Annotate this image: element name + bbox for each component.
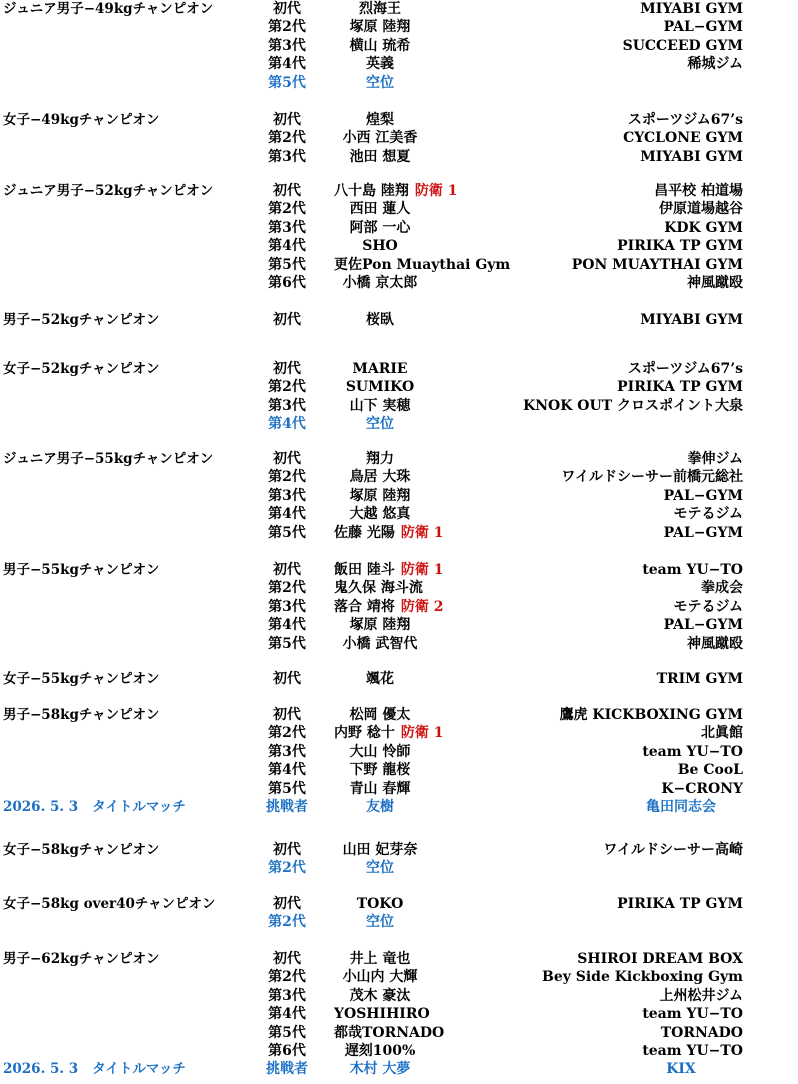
generation-label: 第6代 [268, 274, 306, 291]
fighter-name: 英義 [366, 56, 394, 73]
generation-label: 第2代 [268, 130, 306, 147]
fighter-name: 塚原 陸翔 [349, 487, 411, 504]
vacant-label: 空位 [366, 416, 394, 433]
champion-name [280, 743, 480, 761]
champion-name [280, 18, 480, 36]
champion-row [0, 487, 798, 505]
champion-row [0, 895, 798, 913]
division-title: ジュニア男子−49kgチャンピオン [3, 1, 214, 17]
generation-label: 第4代 [268, 617, 306, 634]
gym-name: team YU−TO [642, 743, 743, 760]
champion-row [0, 182, 798, 200]
fighter-name: 下野 龍桜 [349, 762, 411, 779]
fighter-name: 阿部 一心 [349, 219, 411, 236]
champion-name [280, 450, 480, 468]
title-match-row [0, 798, 798, 816]
champion-row [0, 148, 798, 166]
fighter-name: 西田 蓮人 [349, 201, 411, 218]
gym-name: モテるジム [673, 506, 743, 523]
generation-label: 第3代 [268, 148, 306, 165]
fighter-name: 井上 竜也 [349, 951, 411, 967]
champion-row [0, 311, 798, 329]
defense-count: 防衛 1 [400, 524, 444, 541]
generation-label: 第3代 [268, 487, 306, 504]
champion-name [280, 237, 480, 255]
champion-row [0, 0, 798, 18]
champion-name [280, 415, 480, 433]
champion-name [280, 200, 480, 218]
generation-label: 第2代 [268, 914, 306, 931]
fighter-name: 落合 靖将 [334, 598, 395, 615]
fighter-name: MARIE [352, 361, 408, 377]
division-title: 女子−58kg over40チャンピオン [3, 896, 216, 912]
generation-label: 第5代 [268, 1024, 306, 1041]
division-section [0, 950, 798, 1079]
division-title: 男子−52kgチャンピオン [3, 312, 160, 328]
champion-row [0, 968, 798, 986]
generation-label: 第2代 [268, 580, 306, 597]
gym-name: team YU−TO [642, 1042, 743, 1059]
division-title: ジュニア男子−52kgチャンピオン [3, 183, 214, 199]
challenger-gym: KIX [666, 1061, 696, 1078]
generation-label: 第2代 [268, 860, 306, 877]
fighter-name: 更佐Pon Muaythai Gym [334, 256, 511, 273]
challenger-label: 挑戦者 [266, 1061, 308, 1078]
generation-label: 初代 [273, 707, 301, 723]
generation-label: 初代 [273, 451, 301, 467]
fighter-name: 都哉TORNADO [334, 1024, 445, 1041]
match-label: タイトルマッチ [92, 798, 186, 815]
gym-name: 神風蹴殴 [687, 274, 743, 291]
gym-name: Bey Side Kickboxing Gym [542, 969, 743, 986]
division-section [0, 841, 798, 878]
fighter-name: 小橋 京太郎 [342, 274, 418, 291]
champion-name [280, 706, 480, 724]
fighter-name: 飯田 陸斗 [334, 562, 395, 578]
gym-name: PON MUAYTHAI GYM [571, 256, 743, 273]
title-match-row [0, 1060, 798, 1078]
match-heading [3, 1060, 186, 1078]
gym-name: スポーツジム67’s [627, 361, 743, 377]
champion-row [0, 706, 798, 724]
fighter-name: 茂木 豪汰 [349, 987, 411, 1004]
gym-name: SUCCEED GYM [622, 37, 743, 54]
fighter-name: 煌梨 [366, 112, 394, 128]
fighter-name: 山田 妃芽奈 [342, 842, 418, 858]
gym-name: 拳伸ジム [687, 451, 743, 467]
gym-name: 北眞館 [701, 725, 743, 742]
champion-name [280, 219, 480, 237]
generation-label: 第2代 [268, 201, 306, 218]
champion-name [280, 616, 480, 634]
generation-label: 初代 [273, 842, 301, 858]
champion-name [280, 378, 480, 396]
gym-name: ワイルドシーサー高崎 [603, 842, 743, 858]
gym-name: PAL−GYM [663, 524, 743, 541]
challenger-name: 木村 大夢 [349, 1061, 411, 1078]
gym-name: 神風蹴殴 [687, 635, 743, 652]
champion-row [0, 635, 798, 653]
champion-row [0, 1005, 798, 1023]
vacant-label: 空位 [366, 860, 394, 877]
defense-count: 防衛 1 [400, 562, 444, 578]
champion-name [334, 579, 534, 597]
fighter-name: 颯花 [366, 671, 394, 687]
gym-name: team YU−TO [642, 1006, 743, 1023]
fighter-name: 塚原 陸翔 [349, 617, 411, 634]
champion-row [0, 743, 798, 761]
champion-name [334, 182, 534, 200]
generation-label: 第6代 [268, 1042, 306, 1059]
champion-name [280, 111, 480, 129]
champion-name [280, 761, 480, 779]
division-title: ジュニア男子−55kgチャンピオン [3, 451, 214, 467]
division-title: 男子−58kgチャンピオン [3, 707, 160, 723]
champion-row [0, 468, 798, 486]
champion-name [280, 148, 480, 166]
champion-row [0, 450, 798, 468]
champion-row [0, 378, 798, 396]
generation-label: 第2代 [268, 19, 306, 36]
generation-label: 初代 [273, 312, 301, 328]
champion-row [0, 256, 798, 274]
generation-label: 第3代 [268, 743, 306, 760]
generation-label: 第2代 [268, 379, 306, 396]
champion-name [280, 913, 480, 931]
generation-label: 第3代 [268, 219, 306, 236]
gym-name: 鷹虎 KICKBOXING GYM [559, 707, 743, 723]
champion-row [0, 780, 798, 798]
champion-name [280, 505, 480, 523]
champion-row [0, 55, 798, 73]
division-title: 女子−49kgチャンピオン [3, 112, 160, 128]
division-title: 女子−55kgチャンピオン [3, 671, 160, 687]
match-label: タイトルマッチ [92, 1061, 186, 1078]
division-section [0, 561, 798, 653]
gym-name: ワイルドシーサー前橋元総社 [561, 469, 743, 486]
champion-row [0, 1042, 798, 1060]
challenger-name: 友樹 [366, 798, 394, 815]
division-section [0, 895, 798, 932]
generation-label: 第3代 [268, 37, 306, 54]
division-section [0, 182, 798, 292]
generation-label: 第4代 [268, 762, 306, 779]
generation-label: 初代 [273, 896, 301, 912]
division-section [0, 111, 798, 166]
gym-name: MIYABI GYM [640, 312, 743, 328]
champion-name [280, 987, 480, 1005]
generation-label: 第5代 [268, 780, 306, 797]
fighter-name: 池田 想夏 [349, 148, 411, 165]
champion-row [0, 74, 798, 92]
generation-label: 第4代 [268, 506, 306, 523]
champion-name [280, 360, 480, 378]
champion-row [0, 37, 798, 55]
gym-name: 昌平校 柏道場 [654, 183, 743, 199]
fighter-name: SHO [362, 238, 398, 255]
match-heading [3, 798, 186, 816]
fighter-name: 佐藤 光陽 [334, 524, 395, 541]
generation-label: 第4代 [268, 1006, 306, 1023]
gym-name: TORNADO [660, 1024, 743, 1041]
champion-row [0, 579, 798, 597]
champion-row [0, 274, 798, 292]
vacant-label: 空位 [366, 914, 394, 931]
champion-name [334, 256, 534, 274]
gym-name: 伊原道場越谷 [659, 201, 743, 218]
champion-name [280, 841, 480, 859]
gym-name: PAL−GYM [663, 617, 743, 634]
gym-name: Be CooL [677, 762, 743, 779]
generation-label: 第4代 [268, 56, 306, 73]
fighter-name: 鳥居 大珠 [349, 469, 411, 486]
champion-row [0, 219, 798, 237]
gym-name: TRIM GYM [656, 671, 743, 687]
fighter-name: 内野 稔十 [334, 725, 395, 742]
champion-row [0, 761, 798, 779]
division-title: 女子−52kgチャンピオン [3, 361, 160, 377]
defense-count: 防衛 2 [400, 598, 444, 615]
generation-label: 第3代 [268, 397, 306, 414]
defense-count: 防衛 1 [400, 725, 444, 742]
gym-name: K−CRONY [661, 780, 743, 797]
gym-name: PIRIKA TP GYM [617, 238, 743, 255]
defense-count: 防衛 1 [414, 183, 458, 199]
fighter-name: 遅刻100% [344, 1042, 416, 1059]
fighter-name: 松岡 優太 [349, 707, 411, 723]
champion-name [334, 1024, 534, 1042]
champion-name [280, 635, 480, 653]
champion-name [280, 274, 480, 292]
champion-row [0, 950, 798, 968]
champion-name [334, 1005, 534, 1023]
fighter-name: TOKO [356, 896, 404, 912]
champion-name [280, 487, 480, 505]
fighter-name: 青山 春輝 [349, 780, 411, 797]
champion-row [0, 111, 798, 129]
champion-name [280, 311, 480, 329]
generation-label: 初代 [273, 562, 301, 578]
champion-row [0, 18, 798, 36]
champion-row [0, 859, 798, 877]
gym-name: team YU−TO [642, 562, 743, 578]
fighter-name: 山下 実穂 [349, 397, 411, 414]
champion-row [0, 397, 798, 415]
gym-name: モテるジム [673, 598, 743, 615]
fighter-name: 小橋 武智代 [342, 635, 418, 652]
fighter-name: 八十島 陸翔 [334, 183, 409, 199]
champion-row [0, 616, 798, 634]
division-title: 男子−55kgチャンピオン [3, 562, 160, 578]
champion-name [280, 0, 480, 18]
generation-label: 初代 [273, 671, 301, 687]
generation-label: 第4代 [268, 238, 306, 255]
champion-name [334, 724, 534, 742]
generation-label: 第5代 [268, 74, 306, 91]
generation-label: 初代 [273, 112, 301, 128]
gym-name: 稀城ジム [687, 56, 743, 73]
generation-label: 第5代 [268, 256, 306, 273]
vacant-label: 空位 [366, 74, 394, 91]
champion-name [280, 37, 480, 55]
division-section [0, 706, 798, 816]
champion-row [0, 724, 798, 742]
champion-row [0, 841, 798, 859]
generation-label: 第5代 [268, 524, 306, 541]
gym-name: PIRIKA TP GYM [617, 379, 743, 396]
champion-row [0, 237, 798, 255]
champion-name [280, 468, 480, 486]
champion-row [0, 1024, 798, 1042]
champion-row [0, 524, 798, 542]
gym-name: 拳成会 [701, 580, 743, 597]
fighter-name: 鬼久保 海斗流 [334, 580, 423, 597]
fighter-name: 塚原 陸翔 [349, 19, 411, 36]
generation-label: 初代 [273, 183, 301, 199]
champion-name [280, 780, 480, 798]
gym-name: PAL−GYM [663, 19, 743, 36]
division-section [0, 450, 798, 542]
division-title: 女子−58kgチャンピオン [3, 842, 160, 858]
challenger-gym: 亀田同志会 [646, 798, 716, 815]
division-title: 男子−62kgチャンピオン [3, 951, 160, 967]
challenger-label: 挑戦者 [266, 798, 308, 815]
division-section [0, 311, 798, 329]
generation-label: 第4代 [268, 416, 306, 433]
champion-name [280, 950, 480, 968]
gym-name: SHIROI DREAM BOX [577, 951, 743, 967]
champion-name [280, 74, 480, 92]
champion-name [280, 55, 480, 73]
match-date: 2026. 5. 3 [3, 798, 79, 815]
generation-label: 初代 [273, 1, 301, 17]
champion-row [0, 913, 798, 931]
gym-name: PIRIKA TP GYM [617, 896, 743, 912]
division-section [0, 0, 798, 92]
champion-row [0, 598, 798, 616]
gym-name: CYCLONE GYM [623, 130, 743, 147]
champion-row [0, 415, 798, 433]
fighter-name: SUMIKO [345, 379, 415, 396]
champion-row [0, 360, 798, 378]
generation-label: 第2代 [268, 469, 306, 486]
champion-row [0, 505, 798, 523]
generation-label: 第2代 [268, 969, 306, 986]
champion-name [334, 598, 534, 616]
champion-name [280, 670, 480, 688]
champion-name [280, 859, 480, 877]
champion-name [280, 895, 480, 913]
generation-label: 第3代 [268, 598, 306, 615]
fighter-name: 小山内 大輝 [342, 969, 418, 986]
fighter-name: 大越 悠真 [349, 506, 411, 523]
fighter-name: 小西 江美香 [342, 130, 418, 147]
champion-name [280, 1042, 480, 1060]
gym-name: MIYABI GYM [640, 148, 743, 165]
champion-name [334, 524, 534, 542]
division-section [0, 360, 798, 434]
division-section [0, 670, 798, 688]
gym-name: MIYABI GYM [640, 1, 743, 17]
champion-name [280, 968, 480, 986]
gym-name: KDK GYM [664, 219, 743, 236]
champion-row [0, 129, 798, 147]
generation-label: 初代 [273, 361, 301, 377]
match-date: 2026. 5. 3 [3, 1061, 79, 1078]
fighter-name: 烈海王 [359, 1, 401, 17]
champion-row [0, 200, 798, 218]
fighter-name: 桜臥 [366, 312, 394, 328]
champion-row [0, 670, 798, 688]
generation-label: 初代 [273, 951, 301, 967]
gym-name: スポーツジム67’s [627, 112, 743, 128]
champion-row [0, 561, 798, 579]
fighter-name: 翔力 [366, 451, 394, 467]
champion-name [280, 129, 480, 147]
champion-name [280, 397, 480, 415]
champion-row [0, 987, 798, 1005]
fighter-name: 大山 怜師 [349, 743, 411, 760]
generation-label: 第5代 [268, 635, 306, 652]
gym-name: KNOK OUT クロスポイント大泉 [523, 397, 743, 414]
generation-label: 第2代 [268, 725, 306, 742]
champion-name [334, 561, 534, 579]
generation-label: 第3代 [268, 987, 306, 1004]
fighter-name: 横山 琉希 [349, 37, 411, 54]
gym-name: PAL−GYM [663, 487, 743, 504]
gym-name: 上州松井ジム [659, 987, 743, 1004]
fighter-name: YOSHIHIRO [334, 1006, 430, 1023]
